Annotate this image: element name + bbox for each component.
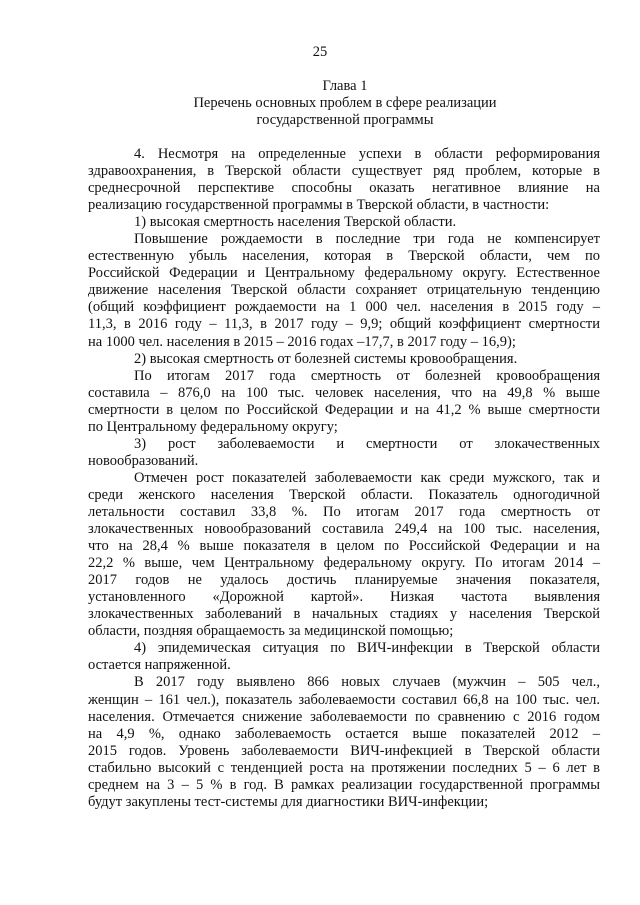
paragraph-line: (общий коэффициент рождаемости на 1 000 чел. населения в 2015 году –	[88, 299, 600, 316]
paragraph-line: составила – 876,0 на 100 тыс. человек населения, что на 49,8 % выше	[88, 384, 600, 401]
paragraph-line: В 2017 году выявлено 866 новых случаев (мужчин – 505 чел.,	[134, 674, 600, 691]
paragraph-line: естественную убыль населения, которая в Тверской области, чем по	[88, 248, 600, 265]
paragraph-line: Отмечен рост показателей заболеваемости как среди мужского, так и	[134, 469, 600, 486]
paragraph-line: новообразований.	[88, 452, 199, 469]
chapter-title-line-2: государственной программы	[256, 112, 434, 128]
paragraph-p6	[88, 436, 600, 470]
paragraph-p7	[88, 470, 600, 640]
chapter-heading	[80, 78, 610, 129]
paragraph-line: 22,2 % выше, чем Центральному федеральному округу. По итогам 2014 –	[88, 555, 600, 572]
paragraph-line: 2017 годов не удалось достичь планируемые значения показателя,	[88, 572, 600, 589]
paragraph-line: области, поздняя обращаемость за медицинской помощью;	[88, 623, 454, 640]
page-number: 25	[312, 44, 328, 60]
paragraph-line: смертности в целом по Российской Федерации и на 41,2 % выше смертности	[88, 401, 600, 418]
paragraph-line: реализацию государственной программы в Тверской области, в частности:	[88, 197, 550, 214]
paragraph-line: будут закуплены тест-системы для диагностики ВИЧ-инфекции;	[88, 793, 489, 810]
paragraph-p3	[88, 231, 600, 350]
paragraph-line: 2) высокая смертность от болезней системы кровообращения.	[134, 350, 518, 367]
paragraph-line: 3) рост заболеваемости и смертности от злокачественных	[134, 435, 600, 452]
body-text	[88, 146, 600, 811]
paragraph-line: на 4,9 %, однако заболеваемость остается выше показателей 2012 –	[88, 725, 600, 742]
paragraph-line: среднесрочной перспективе способны оказать негативное влияние на	[88, 180, 600, 197]
paragraph-line: населения. Отмечается снижение заболеваемости по сравнению с 2016 годом	[88, 708, 600, 725]
paragraph-line: остается напряженной.	[88, 657, 231, 674]
paragraph-line: Российской Федерации и Центральному федеральному округу. Естественное	[88, 265, 600, 282]
paragraph-p5	[88, 368, 600, 436]
paragraph-line: движение населения Тверской области сохраняет отрицательную тенденцию	[88, 282, 600, 299]
paragraph-line: По итогам 2017 года смертность от болезней кровообращения	[134, 367, 600, 384]
paragraph-line: здравоохранения, в Тверской области существует ряд проблем, которые в	[88, 163, 600, 180]
paragraph-line: что на 28,4 % выше показателя в целом по Российской Федерации и на	[88, 538, 600, 555]
paragraph-line: 4) эпидемическая ситуация по ВИЧ-инфекции в Тверской области	[134, 640, 600, 657]
paragraph-line: среди женского населения Тверской области. Показатель одногодичной	[88, 486, 600, 503]
paragraph-line: на 1000 чел. населения в 2015 – 2016 годах –17,7, в 2017 году – 16,9);	[88, 333, 516, 350]
paragraph-p4	[88, 351, 600, 368]
paragraph-line: 2015 годов. Уровень заболеваемости ВИЧ-инфекцией в Тверской области	[88, 742, 600, 759]
paragraph-line: установленного «Дорожной картой». Низкая частота выявления	[88, 589, 600, 606]
paragraph-p1	[88, 146, 600, 214]
paragraph-p9	[88, 674, 600, 810]
paragraph-line: 11,3, в 2016 году – 11,3, в 2017 году – 9,9; общий коэффициент смертности	[88, 316, 600, 333]
paragraph-line: 1) высокая смертность населения Тверской области.	[134, 214, 457, 231]
paragraph-line: летальности составил 33,8 %. По итогам 2017 года смертность от	[88, 503, 600, 520]
paragraph-p8	[88, 640, 600, 674]
paragraph-line: злокачественных новообразований составила 249,4 на 100 тыс. населения,	[88, 521, 600, 538]
paragraph-line: Повышение рождаемости в последние три года не компенсирует	[134, 231, 600, 248]
chapter-label: Глава 1	[322, 78, 368, 94]
paragraph-line: по Центральному федеральному округу;	[88, 418, 338, 435]
paragraph-line: среднем на 3 – 5 % в год. В рамках реализации государственной программы	[88, 776, 600, 793]
paragraph-line: злокачественных заболеваний в начальных стадиях у населения Тверской	[88, 606, 600, 623]
paragraph-line: женщин – 161 чел.), показатель заболеваемости составил 66,8 на 100 тыс. чел.	[88, 691, 600, 708]
paragraph-line: 4. Несмотря на определенные успехи в области реформирования	[134, 146, 600, 162]
paragraph-p2	[88, 214, 600, 231]
chapter-title-line-1: Перечень основных проблем в сфере реализации	[193, 95, 497, 111]
paragraph-line: стабильно высокий с тенденцией роста на протяжении последних 5 – 6 лет в	[88, 759, 600, 776]
